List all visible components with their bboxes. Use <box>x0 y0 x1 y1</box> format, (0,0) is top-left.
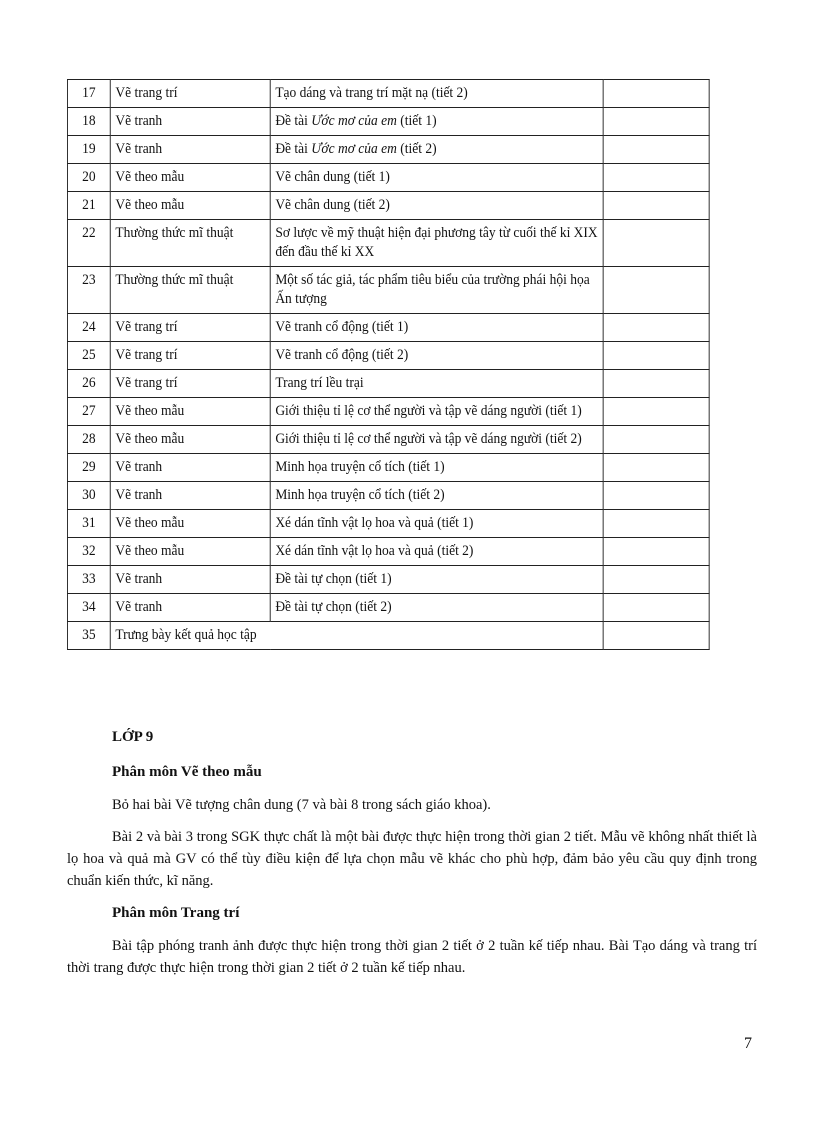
note-cell <box>603 220 709 267</box>
table-row <box>67 314 709 342</box>
note-cell <box>603 192 709 220</box>
row-number-cell: 34 <box>67 594 110 622</box>
lesson-suffix: (tiết 1) <box>396 113 437 129</box>
table-row <box>67 370 709 398</box>
lesson-prefix: Đề tài <box>275 113 312 129</box>
subject-cell: Vẽ tranh <box>110 136 270 164</box>
lesson-cell: Vẽ chân dung (tiết 1) <box>270 164 603 192</box>
table-row <box>67 164 709 192</box>
row-number-cell: 17 <box>67 80 110 108</box>
note-cell <box>603 566 709 594</box>
subject-cell: Vẽ theo mẫu <box>110 538 270 566</box>
lesson-cell <box>270 136 603 164</box>
subject-cell: Vẽ tranh <box>110 454 270 482</box>
table-row <box>67 80 709 108</box>
syllabus-table <box>67 79 710 650</box>
row-number-cell: 29 <box>67 454 110 482</box>
row-number-cell: 25 <box>67 342 110 370</box>
table-row <box>67 538 709 566</box>
row-number-cell: 30 <box>67 482 110 510</box>
note-cell <box>603 594 709 622</box>
table-row <box>67 454 709 482</box>
subject-cell: Vẽ theo mẫu <box>110 426 270 454</box>
table-row <box>67 220 709 267</box>
subject-cell: Vẽ trang trí <box>110 342 270 370</box>
table-row <box>67 566 709 594</box>
row-number-cell: 22 <box>67 220 110 267</box>
subject-heading-decoration: Phân môn Trang trí <box>112 905 240 921</box>
lesson-cell: Một số tác giả, tác phẩm tiêu biểu của trường phái hội họa Ấn tượng <box>270 267 603 314</box>
note-cell <box>603 164 709 192</box>
subject-cell: Vẽ trang trí <box>110 80 270 108</box>
note-cell <box>603 370 709 398</box>
lesson-cell: Giới thiệu tỉ lệ cơ thể người và tập vẽ dáng người (tiết 2) <box>270 426 603 454</box>
note-cell <box>603 510 709 538</box>
grade-9-section <box>67 726 758 989</box>
note-cell <box>603 482 709 510</box>
row-number-cell: 24 <box>67 314 110 342</box>
row-number-cell: 35 <box>67 622 110 650</box>
lesson-cell: Minh họa truyện cổ tích (tiết 1) <box>270 454 603 482</box>
subject-cell: Vẽ theo mẫu <box>110 164 270 192</box>
note-cell <box>603 267 709 314</box>
page-number: 7 <box>744 1035 752 1052</box>
lesson-cell: Đề tài tự chọn (tiết 1) <box>270 566 603 594</box>
row-number-cell: 32 <box>67 538 110 566</box>
lesson-suffix: (tiết 2) <box>396 141 437 157</box>
paragraph: Bỏ hai bài Vẽ tượng chân dung (7 và bài 8 trong sách giáo khoa). <box>112 797 491 813</box>
note-cell <box>603 136 709 164</box>
paragraph: Bài 2 và bài 3 trong SGK thực chất là một bài được thực hiện trong thời gian 2 tiết. Mẫu vẽ không nhất thiết là lọ hoa và quả mà GV có thể tùy điều kiện để lựa chọn mẫu vẽ khác cho phù hợp, đảm bảo yêu cầu quy định trong chuẩn kiến thức, kĩ năng. <box>67 829 757 889</box>
subject-heading-drawing: Phân môn Vẽ theo mẫu <box>112 764 262 780</box>
lesson-cell: Xé dán tĩnh vật lọ hoa và quả (tiết 2) <box>270 538 603 566</box>
subject-cell: Vẽ tranh <box>110 108 270 136</box>
table-row <box>67 426 709 454</box>
subject-cell: Vẽ theo mẫu <box>110 510 270 538</box>
subject-cell: Vẽ trang trí <box>110 370 270 398</box>
row-number-cell: 19 <box>67 136 110 164</box>
merged-cell: Trưng bày kết quả học tập <box>110 622 603 650</box>
note-cell <box>603 426 709 454</box>
note-cell <box>603 398 709 426</box>
table-row <box>67 482 709 510</box>
lesson-title-italic: Ước mơ của em <box>311 141 397 157</box>
row-number-cell: 27 <box>67 398 110 426</box>
note-cell <box>603 80 709 108</box>
table-row <box>67 108 709 136</box>
subject-cell: Thường thức mĩ thuật <box>110 267 270 314</box>
subject-cell: Vẽ trang trí <box>110 314 270 342</box>
lesson-title-italic: Ước mơ của em <box>311 113 397 129</box>
row-number-cell: 28 <box>67 426 110 454</box>
subject-cell: Vẽ theo mẫu <box>110 398 270 426</box>
syllabus-table-body <box>67 80 709 650</box>
table-row <box>67 622 709 650</box>
table-row <box>67 136 709 164</box>
paragraph: Bài tập phóng tranh ảnh được thực hiện trong thời gian 2 tiết ở 2 tuần kế tiếp nhau. Bài Tạo dáng và trang trí thời trang được thực hiện trong thời gian 2 tiết ở 2 tuần kế tiếp nhau. <box>67 938 757 976</box>
note-cell <box>603 342 709 370</box>
lesson-cell: Xé dán tĩnh vật lọ hoa và quả (tiết 1) <box>270 510 603 538</box>
lesson-cell: Trang trí lều trại <box>270 370 603 398</box>
subject-cell: Vẽ tranh <box>110 482 270 510</box>
lesson-cell: Tạo dáng và trang trí mặt nạ (tiết 2) <box>270 80 603 108</box>
subject-cell: Vẽ theo mẫu <box>110 192 270 220</box>
note-cell <box>603 454 709 482</box>
lesson-cell: Giới thiệu tỉ lệ cơ thể người và tập vẽ dáng người (tiết 1) <box>270 398 603 426</box>
grade-heading: LỚP 9 <box>112 729 154 745</box>
table-row <box>67 342 709 370</box>
table-row <box>67 398 709 426</box>
row-number-cell: 23 <box>67 267 110 314</box>
subject-cell: Vẽ tranh <box>110 566 270 594</box>
lesson-cell <box>270 108 603 136</box>
row-number-cell: 26 <box>67 370 110 398</box>
note-cell <box>603 538 709 566</box>
table-row <box>67 267 709 314</box>
note-cell <box>603 314 709 342</box>
row-number-cell: 18 <box>67 108 110 136</box>
lesson-cell: Đề tài tự chọn (tiết 2) <box>270 594 603 622</box>
row-number-cell: 33 <box>67 566 110 594</box>
lesson-cell: Vẽ chân dung (tiết 2) <box>270 192 603 220</box>
table-row <box>67 510 709 538</box>
row-number-cell: 31 <box>67 510 110 538</box>
lesson-cell: Vẽ tranh cổ động (tiết 2) <box>270 342 603 370</box>
lesson-prefix: Đề tài <box>275 141 312 157</box>
row-number-cell: 20 <box>67 164 110 192</box>
note-cell <box>603 622 709 650</box>
subject-cell: Thường thức mĩ thuật <box>110 220 270 267</box>
table-row <box>67 594 709 622</box>
lesson-cell: Sơ lược về mỹ thuật hiện đại phương tây từ cuối thế kỉ XIX đến đầu thế kỉ XX <box>270 220 603 267</box>
table-row <box>67 192 709 220</box>
subject-cell: Vẽ tranh <box>110 594 270 622</box>
lesson-cell: Vẽ tranh cổ động (tiết 1) <box>270 314 603 342</box>
row-number-cell: 21 <box>67 192 110 220</box>
lesson-cell: Minh họa truyện cổ tích (tiết 2) <box>270 482 603 510</box>
note-cell <box>603 108 709 136</box>
